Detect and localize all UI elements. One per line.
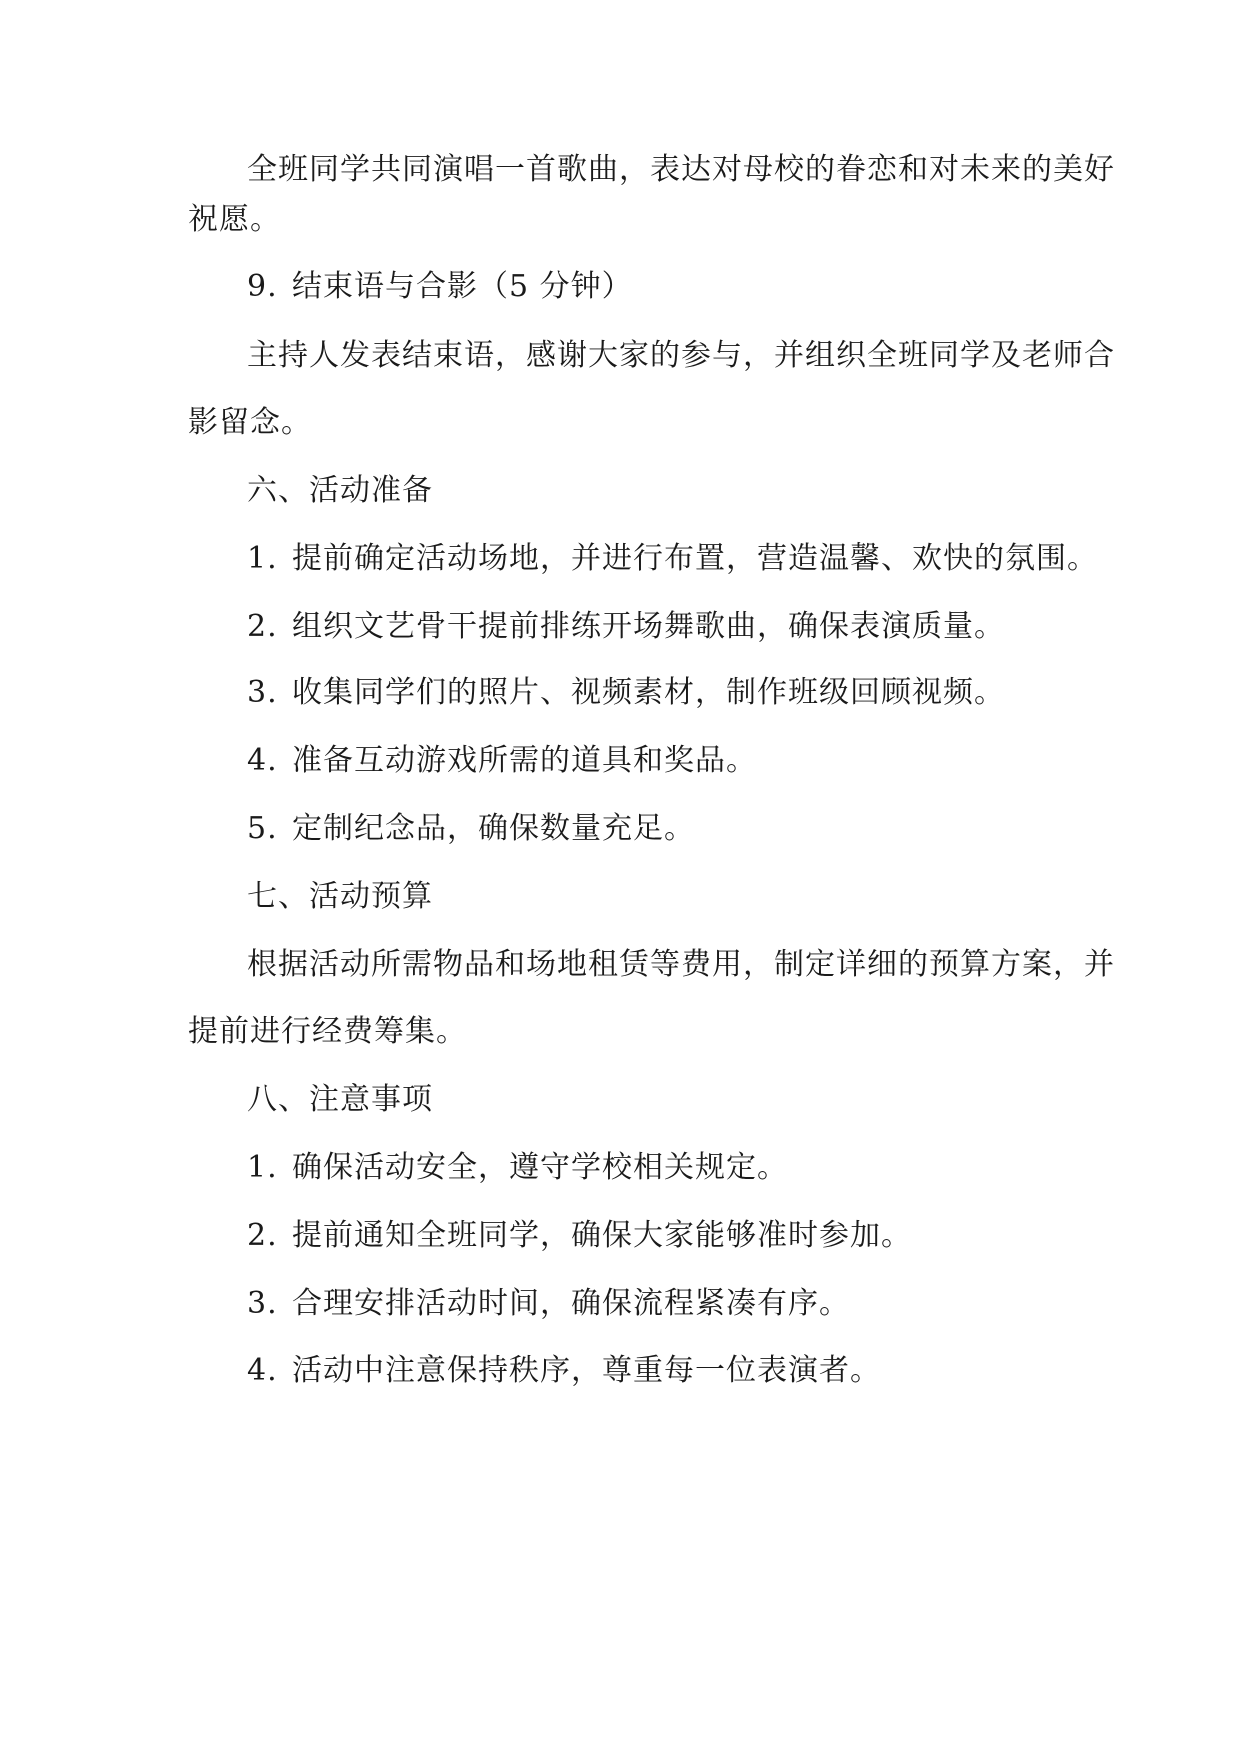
list-item-note-3: 3. 合理安排活动时间，确保流程紧凑有序。 [247, 1284, 850, 1324]
section-heading-budget: 七、活动预算 [247, 879, 433, 914]
list-number: 9. [247, 269, 278, 304]
list-item-closing: 9. 结束语与合影（5 分钟） [247, 267, 633, 307]
list-item-prep-2: 2. 组织文艺骨干提前排练开场舞歌曲，确保表演质量。 [247, 607, 1005, 647]
list-number: 5. [247, 811, 278, 846]
list-item-note-4: 4. 活动中注意保持秩序，尊重每一位表演者。 [247, 1351, 881, 1391]
list-item-note-1: 1. 确保活动安全，遵守学校相关规定。 [247, 1148, 788, 1188]
paragraph-budget-line-1: 根据活动所需物品和场地租赁等费用，制定详细的预算方案，并 [247, 947, 1115, 982]
list-item-prep-5: 5. 定制纪念品，确保数量充足。 [247, 809, 695, 849]
paragraph-budget-line-2: 提前进行经费筹集。 [188, 1014, 467, 1049]
list-item-prep-4: 4. 准备互动游戏所需的道具和奖品。 [247, 741, 757, 781]
list-number: 3. [247, 675, 278, 710]
list-number: 2. [247, 1218, 278, 1253]
list-item-note-2: 2. 提前通知全班同学，确保大家能够准时参加。 [247, 1216, 912, 1256]
section-heading-notes: 八、注意事项 [247, 1082, 433, 1117]
section-heading-preparation: 六、活动准备 [247, 473, 433, 508]
paragraph-closing-line-1: 主持人发表结束语，感谢大家的参与，并组织全班同学及老师合 [247, 338, 1115, 373]
list-number: 1. [247, 1150, 278, 1185]
list-item-prep-3: 3. 收集同学们的照片、视频素材，制作班级回顾视频。 [247, 673, 1005, 713]
list-number: 4. [247, 1353, 278, 1388]
list-number: 2. [247, 609, 278, 644]
paragraph-song-line-1: 全班同学共同演唱一首歌曲，表达对母校的眷恋和对未来的美好 [247, 152, 1115, 187]
list-item-prep-1: 1. 提前确定活动场地，并进行布置，营造温馨、欢快的氛围。 [247, 539, 1098, 579]
paragraph-song-line-2: 祝愿。 [188, 202, 281, 237]
list-number: 4. [247, 743, 278, 778]
list-number: 1. [247, 541, 278, 576]
paragraph-closing-line-2: 影留念。 [188, 405, 312, 440]
list-number: 3. [247, 1286, 278, 1321]
